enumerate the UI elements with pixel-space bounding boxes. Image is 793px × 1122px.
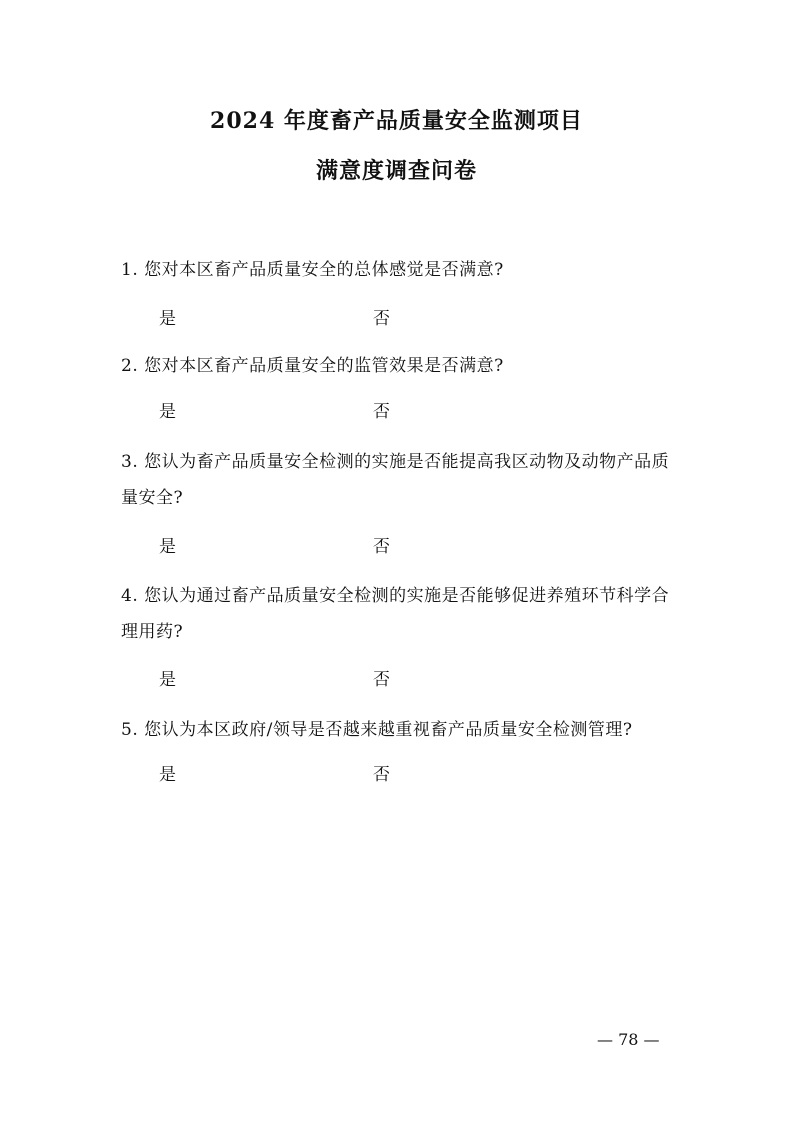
option-yes[interactable]: 是 (159, 765, 176, 785)
answer-options-2 (0, 400, 793, 424)
option-no[interactable]: 否 (373, 402, 390, 422)
question-5: 5. 您认为本区政府/领导是否越来越重视畜产品质量安全检测管理? (121, 720, 633, 740)
option-no[interactable]: 否 (373, 765, 390, 785)
question-2: 2. 您对本区畜产品质量安全的监管效果是否满意? (121, 356, 504, 376)
option-yes[interactable]: 是 (159, 309, 176, 329)
option-no[interactable]: 否 (373, 670, 390, 690)
answer-options-4 (0, 668, 793, 692)
option-no[interactable]: 否 (373, 309, 390, 329)
option-yes[interactable]: 是 (159, 402, 176, 422)
answer-options-3 (0, 535, 793, 559)
answer-options-5 (0, 763, 793, 787)
question-3: 3. 您认为畜产品质量安全检测的实施是否能提高我区动物及动物产品质量安全? (121, 452, 670, 508)
question-1: 1. 您对本区畜产品质量安全的总体感觉是否满意? (121, 260, 504, 280)
option-yes[interactable]: 是 (159, 670, 176, 690)
answer-options-1 (0, 307, 793, 331)
document-title: 2024 年度畜产品质量安全监测项目 (210, 108, 583, 134)
option-no[interactable]: 否 (373, 537, 390, 557)
option-yes[interactable]: 是 (159, 537, 176, 557)
document-subtitle: 满意度调查问卷 (315, 158, 477, 184)
question-4: 4. 您认为通过畜产品质量安全检测的实施是否能够促进养殖环节科学合理用药? (121, 586, 670, 642)
page-number: — 78 — (597, 1030, 660, 1049)
